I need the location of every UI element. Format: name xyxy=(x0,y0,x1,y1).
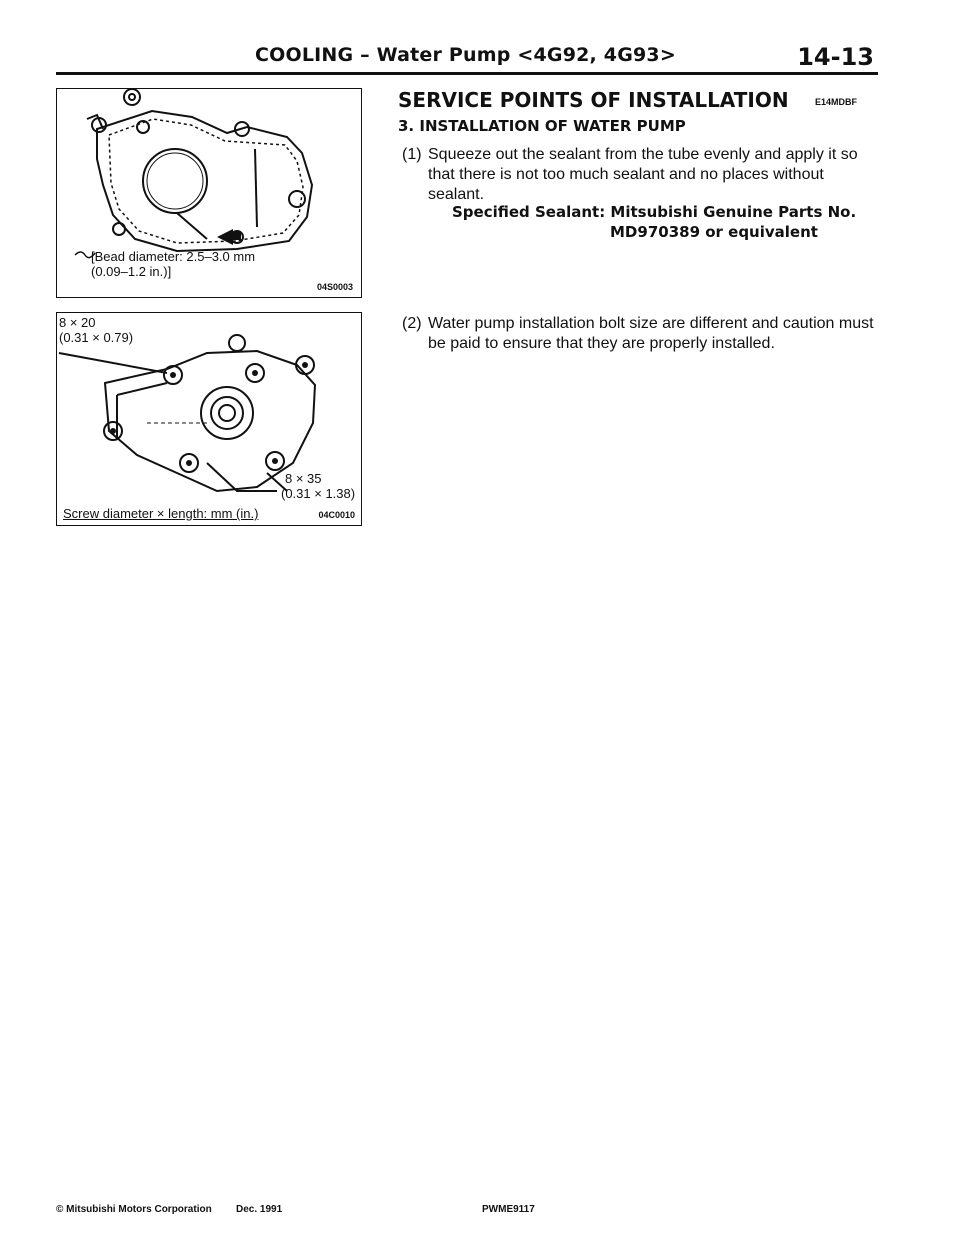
footer-date: Dec. 1991 xyxy=(236,1204,283,1215)
figure-code: 04C0010 xyxy=(318,510,355,520)
figure-caption: Screw diameter × length: mm (in.) xyxy=(63,506,259,521)
instruction-item-2 xyxy=(402,314,876,354)
spec-label: Specified Sealant: Mitsubishi Genuine Parts No. xyxy=(452,203,857,221)
footer-copyright: © Mitsubishi Motors Corporation xyxy=(56,1204,212,1215)
item-text: Water pump installation bolt size are different and caution must be paid to ensure that they are properly installed. xyxy=(428,315,874,352)
bolt-small-size: 8 × 20 xyxy=(59,315,96,330)
header-divider xyxy=(56,72,878,75)
sealant-figure xyxy=(56,88,362,298)
section-title: COOLING – Water Pump <4G92, 4G93> xyxy=(255,44,676,66)
item-number: (2) xyxy=(402,315,422,332)
bolt-large-imperial: (0.31 × 1.38) xyxy=(281,486,356,501)
bead-diameter-label: [Bead diameter: 2.5–3.0 mm xyxy=(91,249,256,264)
section-code: E14MDBF xyxy=(815,97,858,107)
step-heading: 3. INSTALLATION OF WATER PUMP xyxy=(398,117,686,135)
instruction-item-1 xyxy=(402,145,876,205)
figure-code: 04S0003 xyxy=(316,282,353,292)
bolt-size-figure xyxy=(56,312,362,526)
footer-doc-code: PWME9117 xyxy=(482,1204,535,1215)
bolt-small-imperial: (0.31 × 0.79) xyxy=(59,330,134,345)
bead-diameter-imperial: (0.09–1.2 in.)] xyxy=(91,264,172,279)
section-heading: SERVICE POINTS OF INSTALLATION xyxy=(398,88,789,112)
spec-value: MD970389 or equivalent xyxy=(610,223,818,241)
item-number: (1) xyxy=(402,146,422,163)
page-number: 14-13 xyxy=(797,43,874,71)
item-text: Squeeze out the sealant from the tube evenly and apply it so that there is not too much sealant and no places without sealant. xyxy=(428,146,858,203)
bolt-large-size: 8 × 35 xyxy=(285,471,322,486)
